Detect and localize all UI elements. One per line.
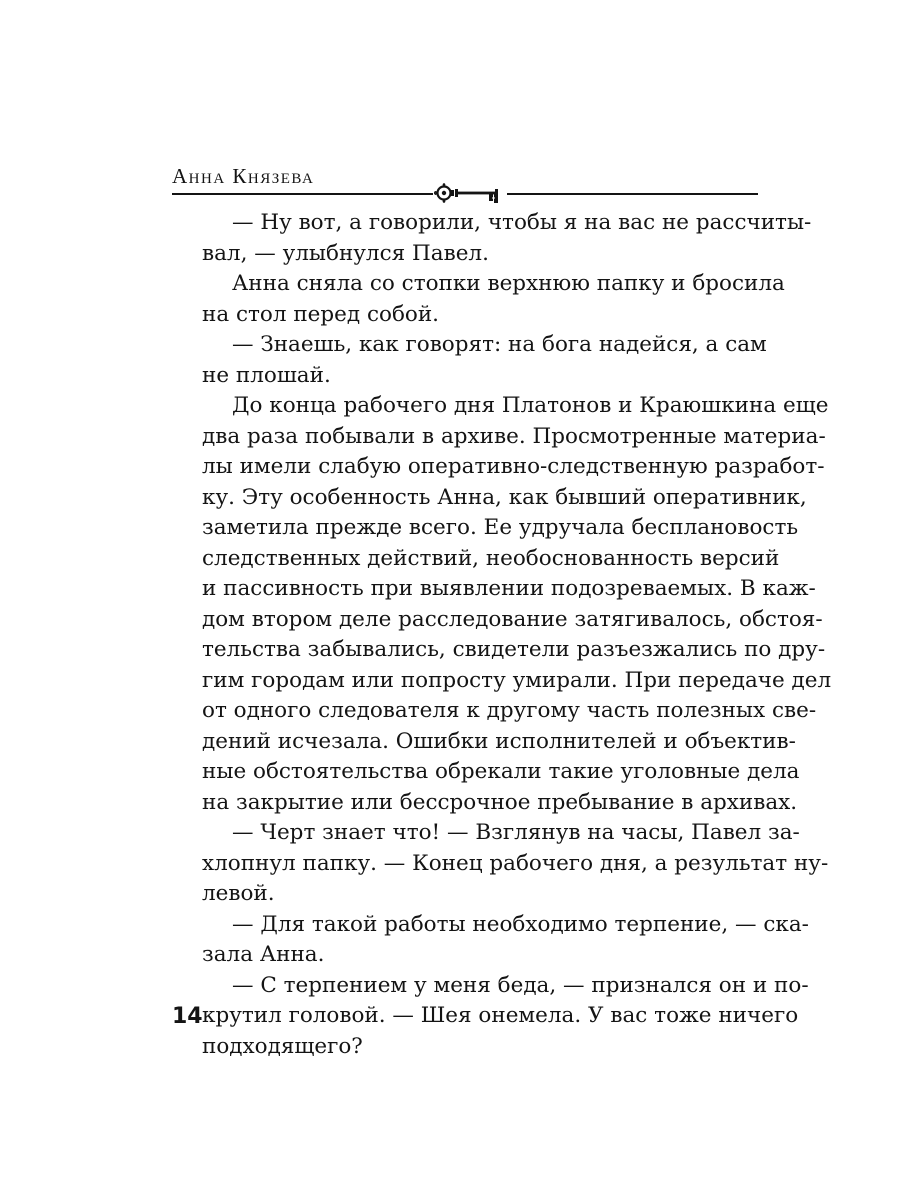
text-line: лы имели слабую оперативно-следственную разработ- xyxy=(202,454,825,479)
text-line: гим городам или попросту умирали. При передаче дел xyxy=(202,667,832,693)
text-line: — С терпением у меня беда, — признался он и по- xyxy=(232,972,809,998)
text-line: — Знаешь, как говорят: на бога надейся, а сам xyxy=(232,332,767,357)
text-line: подходящего? xyxy=(202,1033,363,1059)
text-line: ку. Эту особенность Анна, как бывший оперативник, xyxy=(202,484,807,510)
text-line: тельства забывались, свидетели разъезжались по дру- xyxy=(202,637,826,662)
text-line: До конца рабочего дня Платонов и Краюшкина еще xyxy=(232,393,829,418)
text-line: заметила прежде всего. Ее удручала бесплановость xyxy=(202,515,799,540)
page-number: 14 xyxy=(172,1004,203,1029)
paragraph-2 xyxy=(172,269,785,330)
text-line: дений исчезала. Ошибки исполнителей и объектив- xyxy=(202,728,796,754)
running-head-author: Анна Князева xyxy=(172,164,315,188)
paragraph-5 xyxy=(172,818,829,910)
paragraph-6 xyxy=(172,910,809,971)
paragraph-1 xyxy=(172,208,812,269)
text-line: от одного следователя к другому часть полезных све- xyxy=(202,698,817,723)
text-line: — Ну вот, а говорили, чтобы я на вас не рассчиты- xyxy=(232,210,812,235)
text-line: — Для такой работы необходимо терпение, — ска- xyxy=(232,911,809,937)
paragraph-7 xyxy=(172,971,809,1063)
body-text xyxy=(172,208,832,1062)
text-line: — Черт знает что! — Взглянув на часы, Павел за- xyxy=(232,820,800,845)
text-line: Анна сняла со стопки верхнюю папку и бросила xyxy=(232,271,785,296)
text-line: вал, — улыбнулся Павел. xyxy=(202,240,489,266)
text-line: хлопнул папку. — Конец рабочего дня, а результат ну- xyxy=(202,850,829,876)
paragraph-4 xyxy=(172,391,832,818)
text-line: и пассивность при выявлении подозреваемых. В каж- xyxy=(202,576,816,601)
text-line: левой. xyxy=(202,881,275,906)
text-line: два раза побывали в архиве. Просмотренные материа- xyxy=(202,423,826,449)
text-line: следственных действий, необоснованность версий xyxy=(202,545,780,571)
paragraph-3 xyxy=(172,330,767,391)
text-line: на закрытие или бессрочное пребывание в архивах. xyxy=(202,789,798,815)
text-line: крутил головой. — Шея онемела. У вас тоже ничего xyxy=(202,1003,799,1028)
text-line: на стол перед собой. xyxy=(202,301,440,327)
text-line: ные обстоятельства обрекали такие уголовные дела xyxy=(202,759,800,784)
text-line: зала Анна. xyxy=(202,942,325,967)
skeleton-key-icon xyxy=(433,178,507,208)
text-line: не плошай. xyxy=(202,362,331,388)
text-line: дом втором деле расследование затягивалось, обстоя- xyxy=(202,606,823,632)
